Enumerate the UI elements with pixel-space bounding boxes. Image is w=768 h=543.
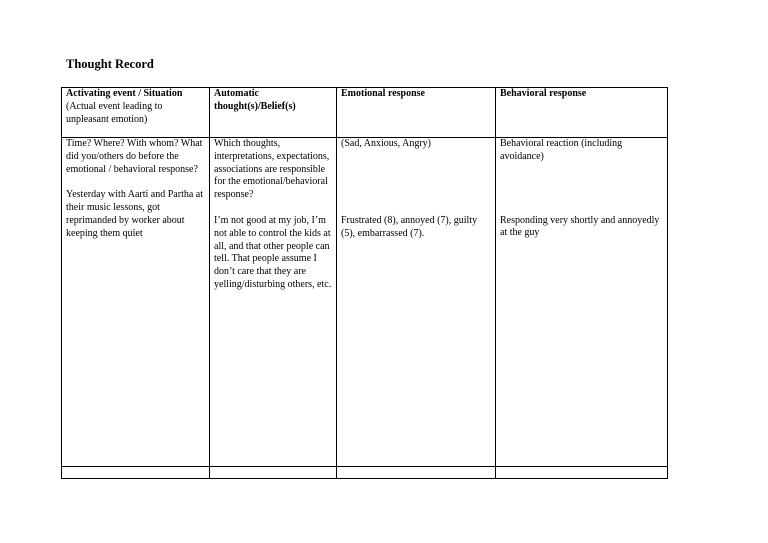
entry-emotional-response: Frustrated (8), annoyed (7), guilty (5), embarrassed (7). (341, 214, 478, 239)
body-cell-emotional-response (337, 138, 496, 467)
prompt-automatic-thoughts: Which thoughts, interpretations, expectations, associations are responsible for the emotional/behavioral response? (214, 138, 330, 201)
header-cell-behavioral-response (496, 88, 668, 138)
header-cell-emotional-response (337, 88, 496, 138)
header-emotional-response-title: Emotional response (341, 88, 425, 99)
body-cell-behavioral-response (496, 138, 668, 467)
header-row (62, 88, 668, 138)
empty-cell (62, 467, 210, 479)
empty-footer-row (62, 467, 668, 479)
header-automatic-thoughts-title: Automatic thought(s)/Belief(s) (214, 88, 296, 112)
entry-situation: Yesterday with Aarti and Partha at their music lessons, got reprimanded by worker about keeping them quiet (66, 189, 204, 239)
header-situation-subtitle: (Actual event leading to unpleasant emotion) (66, 100, 163, 125)
header-situation-title: Activating event / Situation (66, 88, 183, 99)
header-cell-situation (62, 88, 210, 138)
entry-behavioral-response: Responding very shortly and annoyedly at the guy (500, 214, 660, 239)
prompt-emotional-response: (Sad, Anxious, Angry) (341, 138, 431, 149)
prompt-behavioral-response: Behavioral reaction (including avoidance) (500, 138, 623, 162)
thought-record-table (61, 87, 668, 479)
empty-cell (496, 467, 668, 479)
body-cell-automatic-thoughts (210, 138, 337, 467)
body-cell-situation (62, 138, 210, 467)
empty-cell (210, 467, 337, 479)
header-cell-automatic-thoughts (210, 88, 337, 138)
header-behavioral-response-title: Behavioral response (500, 88, 587, 99)
entry-automatic-thoughts: I’m not good at my job, I’m not able to control the kids at all, and that other people can tell. That people assume I don’t care that they are yelling/disturbing others, etc. (214, 214, 332, 290)
prompt-situation: Time? Where? With whom? What did you/others do before the emotional / behavioral response? (66, 138, 203, 175)
table-row (62, 138, 668, 467)
empty-cell (337, 467, 496, 479)
page-title: Thought Record (66, 57, 154, 71)
